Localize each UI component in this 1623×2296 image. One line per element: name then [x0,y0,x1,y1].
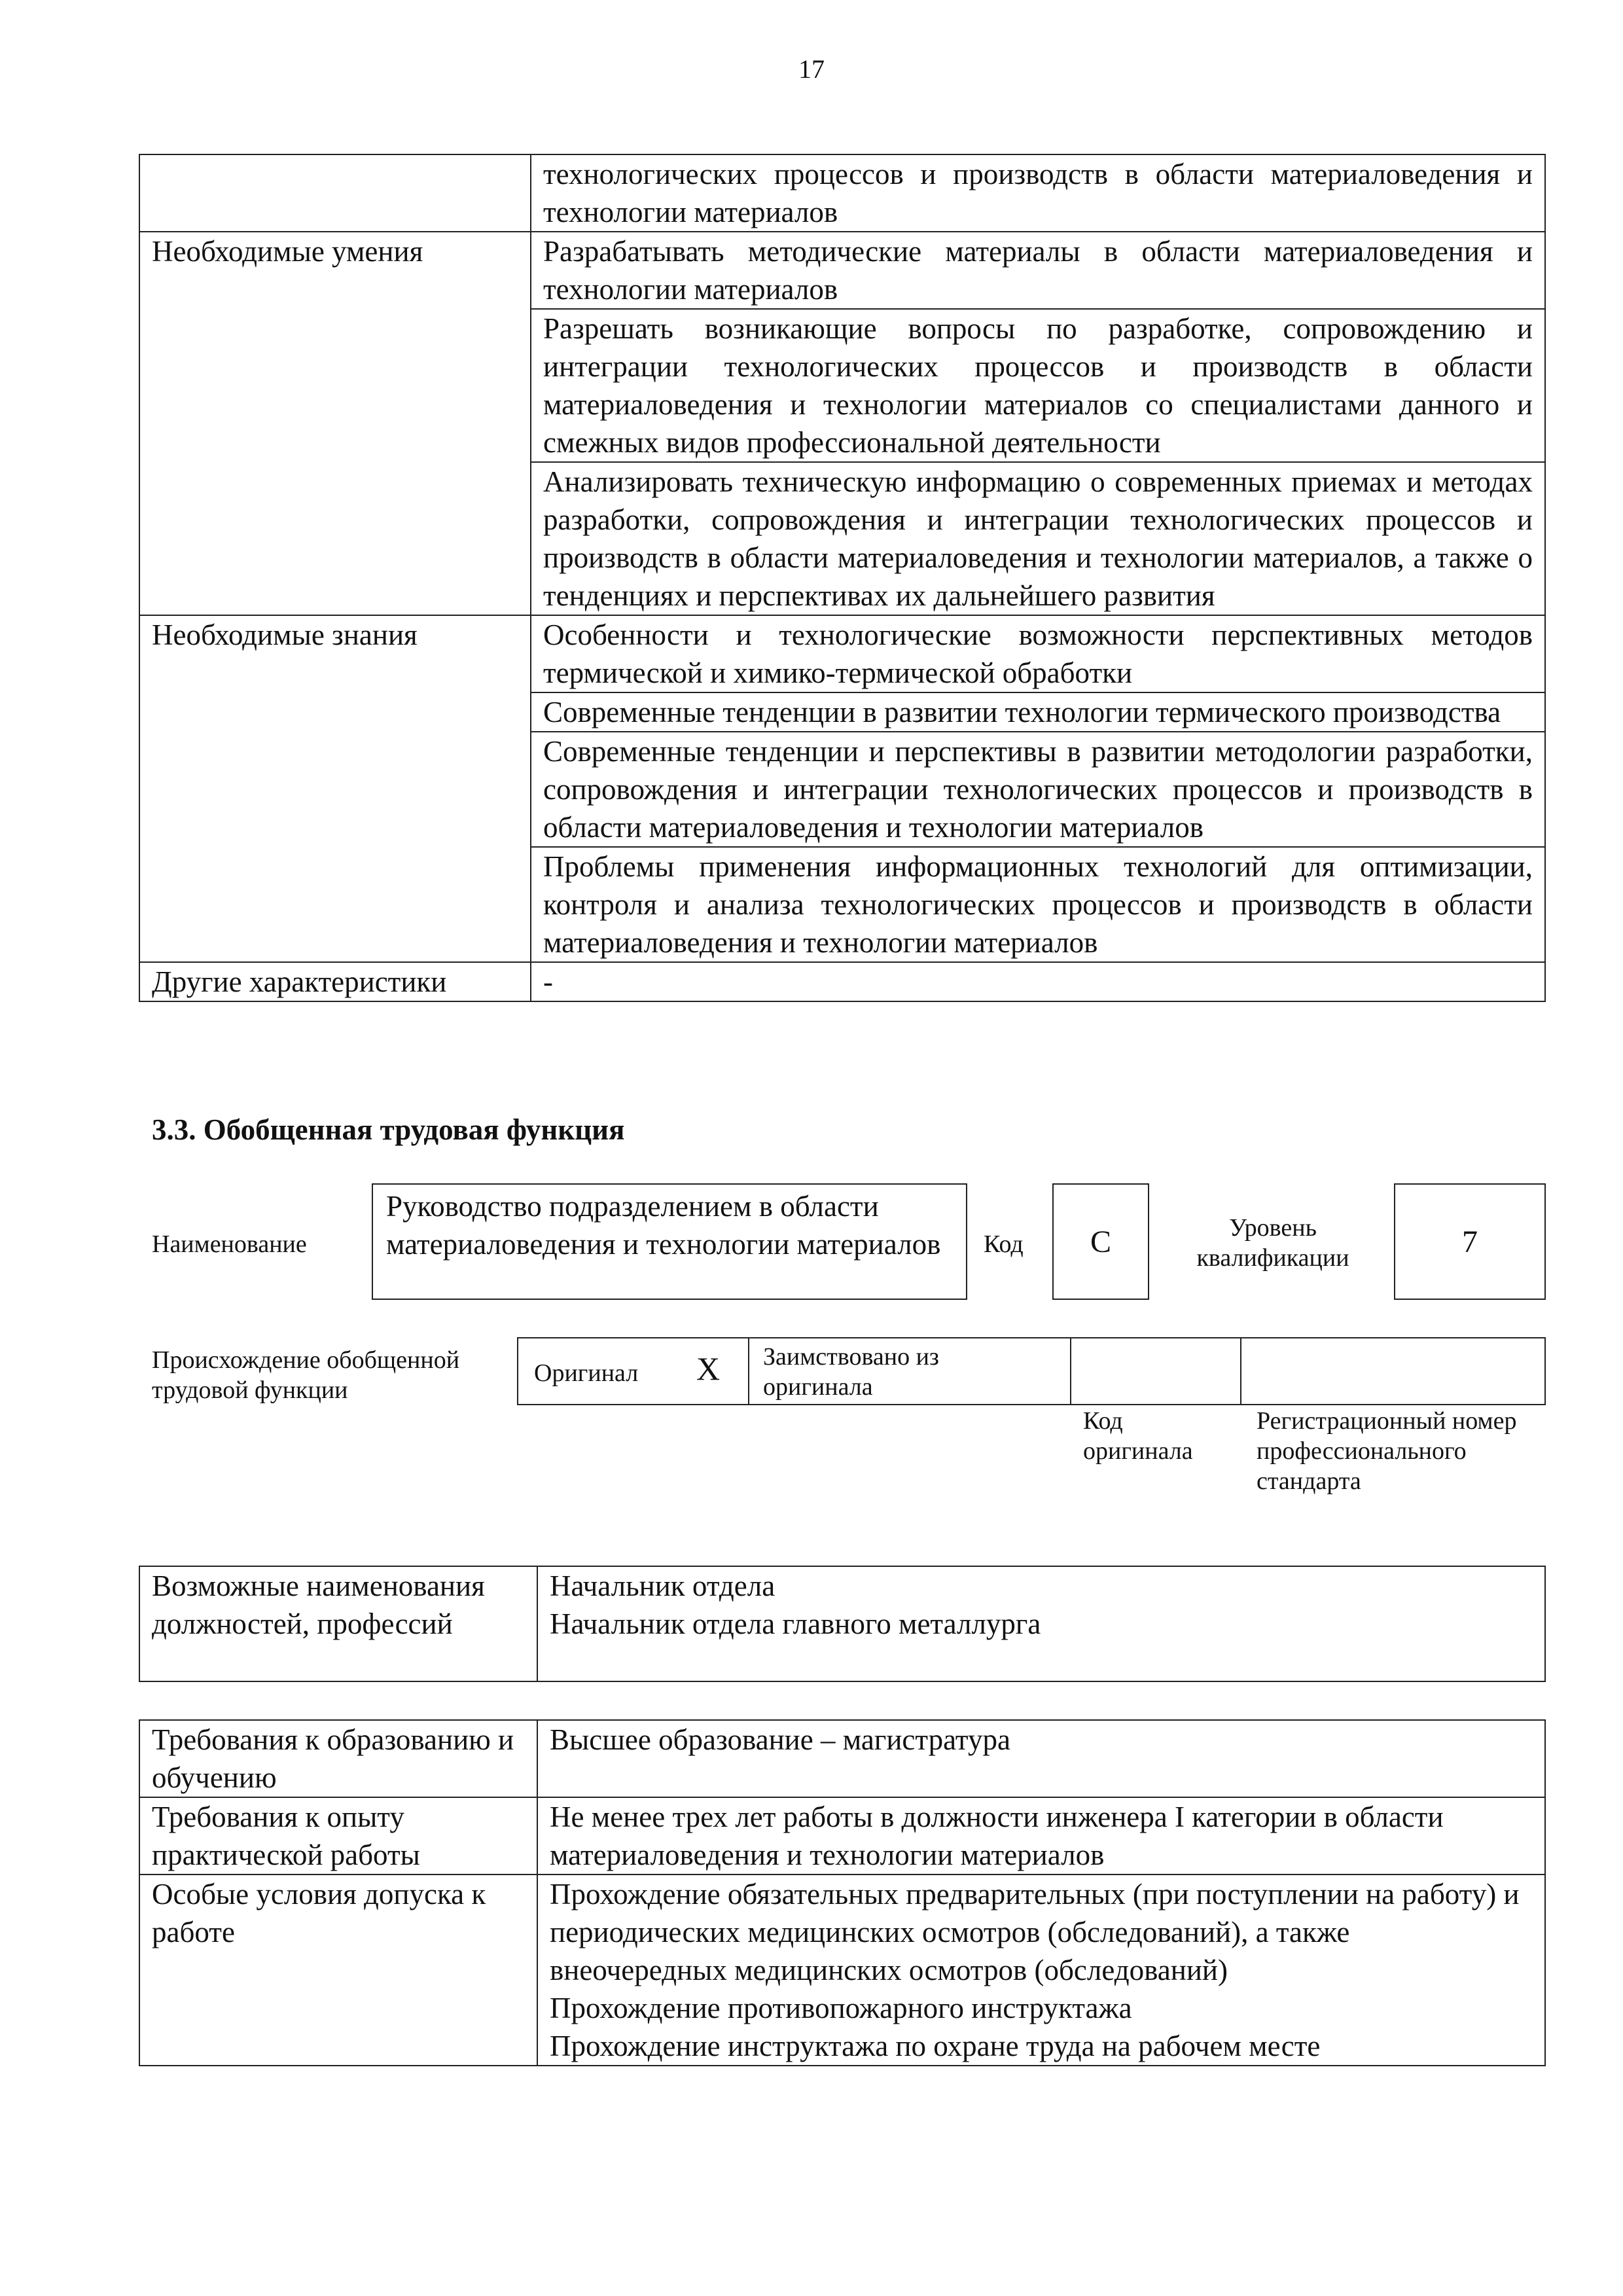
function-name-box: Руководство подразделением в области материаловедения и технологии материалов [372,1183,967,1300]
row-label-knowledge: Необходимые знания [139,615,531,962]
page-number: 17 [798,54,825,84]
table-row [139,1720,1545,1797]
table-cell: Не менее трех лет работы в должности инженера I категории в области материаловедения и технологии материалов [537,1797,1545,1874]
row-label: Требования к образованию и обучению [139,1720,537,1797]
table-cell [537,1874,1545,2066]
table-cell: Особенности и технологические возможности перспективных методов термической и химико-термической обработки [531,615,1545,692]
name-label: Наименование [152,1230,307,1258]
section-heading: 3.3. Обобщенная трудовая функция [152,1113,625,1146]
code-label: Код [984,1230,1024,1258]
reg-caption: Регистрационный номер профессионального стандарта [1257,1407,1517,1495]
table-row [139,1566,1545,1681]
table-row [139,615,1545,692]
row-label: Требования к опыту практической работы [139,1797,537,1874]
original-label: Оригинал [534,1359,639,1387]
list-item: Начальник отдела главного металлурга [550,1607,1041,1640]
positions-table [139,1566,1546,1682]
table-cell: Проблемы применения информационных технологий для оптимизации, контроля и анализа технологических процессов и производств в области материаловедения и технологии материалов [531,847,1545,962]
row-label: Особые условия допуска к работе [139,1874,537,2066]
table-cell: Разрабатывать методические материалы в области материаловедения и технологии материалов [531,232,1545,309]
table-cell: Анализировать техническую информацию о современных приемах и методах разработки, сопровождения и интеграции технологических процессов и производств в области материаловедения и технологии материалов, а также о тенденциях и перспективах их дальнейшего развития [531,462,1545,615]
list-item: Прохождение обязательных предварительных (при поступлении на работу) и периодических медицинских осмотров (обследований), а также внеочередных медицинских осмотров (обследований) [550,1878,1520,1986]
table-cell: Современные тенденции в развитии технологии термического производства [531,692,1545,732]
row-label: Возможные наименования должностей, профессий [139,1566,537,1681]
origin-label: Происхождение обобщенной трудовой функции [152,1346,460,1404]
table-row [139,1797,1545,1874]
original-mark: X [696,1350,721,1387]
row-label [139,154,531,232]
table-cell: Разрешать возникающие вопросы по разработке, сопровождению и интеграции технологических процессов и производств в области материаловедения и технологии материалов со специалистами данного и смежных видов профессиональной деятельности [531,309,1545,462]
table-cell: Высшее образование – магистратура [537,1720,1545,1797]
level-value-box: 7 [1394,1183,1546,1300]
level-label: Уровень квалификации [1196,1214,1349,1272]
code-value-box: C [1052,1183,1149,1300]
divider [748,1337,749,1405]
row-label-skills: Необходимые умения [139,232,531,615]
list-item: Прохождение инструктажа по охране труда на рабочем месте [550,2030,1321,2062]
table-row [139,232,1545,309]
list-item: Начальник отдела [550,1570,776,1602]
table-cell: технологических процессов и производств в области материаловедения и технологии материалов [531,154,1545,232]
list-item: Прохождение противопожарного инструктажа [550,1992,1132,2024]
divider [1240,1337,1241,1405]
requirements-table [139,1719,1546,2066]
table-cell [537,1566,1545,1681]
divider [1070,1337,1071,1405]
row-label-other: Другие характеристики [139,962,531,1001]
knowledge-skills-table [139,154,1546,1002]
table-row [139,962,1545,1001]
table-cell: Современные тенденции и перспективы в развитии методологии разработки, сопровождения и интеграции технологических процессов и производств в области материаловедения и технологии материалов [531,732,1545,847]
code-caption: Код оригинала [1083,1407,1193,1465]
table-row [139,154,1545,232]
table-row [139,1874,1545,2066]
borrowed-label: Заимствовано из оригинала [763,1343,939,1401]
table-cell: - [531,962,1545,1001]
